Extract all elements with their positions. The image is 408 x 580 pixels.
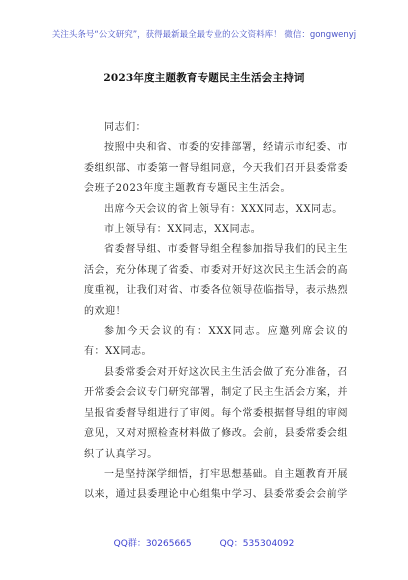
paragraph: 市上领导有：XX同志，XX同志。: [104, 224, 262, 236]
paragraph: 参加今天会议的有：XXX同志。应邀列席会议的有：XX同志。: [84, 326, 348, 358]
paragraph: 按照中央和省、市委的安排部署，经请示市纪委、市委组织部、市委第一督导组同意，今天我们召开县委常委会班子2023年度主题教育专题民主生活会。: [84, 142, 348, 195]
paragraph: 县委常委会对开好这次民主生活会做了充分准备，召开常委会会议专门研究部署，制定了民主生活会方案，并呈报省委督导组进行了审阅。每个常委根据督导组的审阅意见，又对对照检查材料做了修改。会前，县委常委会组织了认真学习。: [84, 366, 348, 460]
document-title: 2023年度主题教育专题民主生活会主持词: [103, 72, 305, 84]
footer-qq: QQ：535304092: [219, 539, 295, 549]
paragraph-greeting: 同志们：: [104, 122, 147, 133]
paragraph: 一是坚持深学细悟，打牢思想基础。自主题教育开展以来，通过县委理论中心组集中学习、县委常委会会前学: [84, 468, 348, 501]
footer-qq-group: QQ群：30265665: [113, 539, 192, 549]
header-promo-note: 关注头条号“公文研究”，获得最新最全最专业的公文资料库！ 微信：gongwenyj: [51, 30, 357, 40]
document-body: [84, 118, 348, 506]
paragraph: 省委督导组、市委督导组全程参加指导我们的民主生活会，充分体现了省委、市委对开好这次民主生活会的高度重视，让我们对省、市委各位领导莅临指导，表示热烈的欢迎！: [84, 244, 348, 317]
paragraph: 出席今天会议的省上领导有：XXX同志，XX同志。: [104, 203, 343, 215]
footer-contact: [0, 536, 408, 549]
